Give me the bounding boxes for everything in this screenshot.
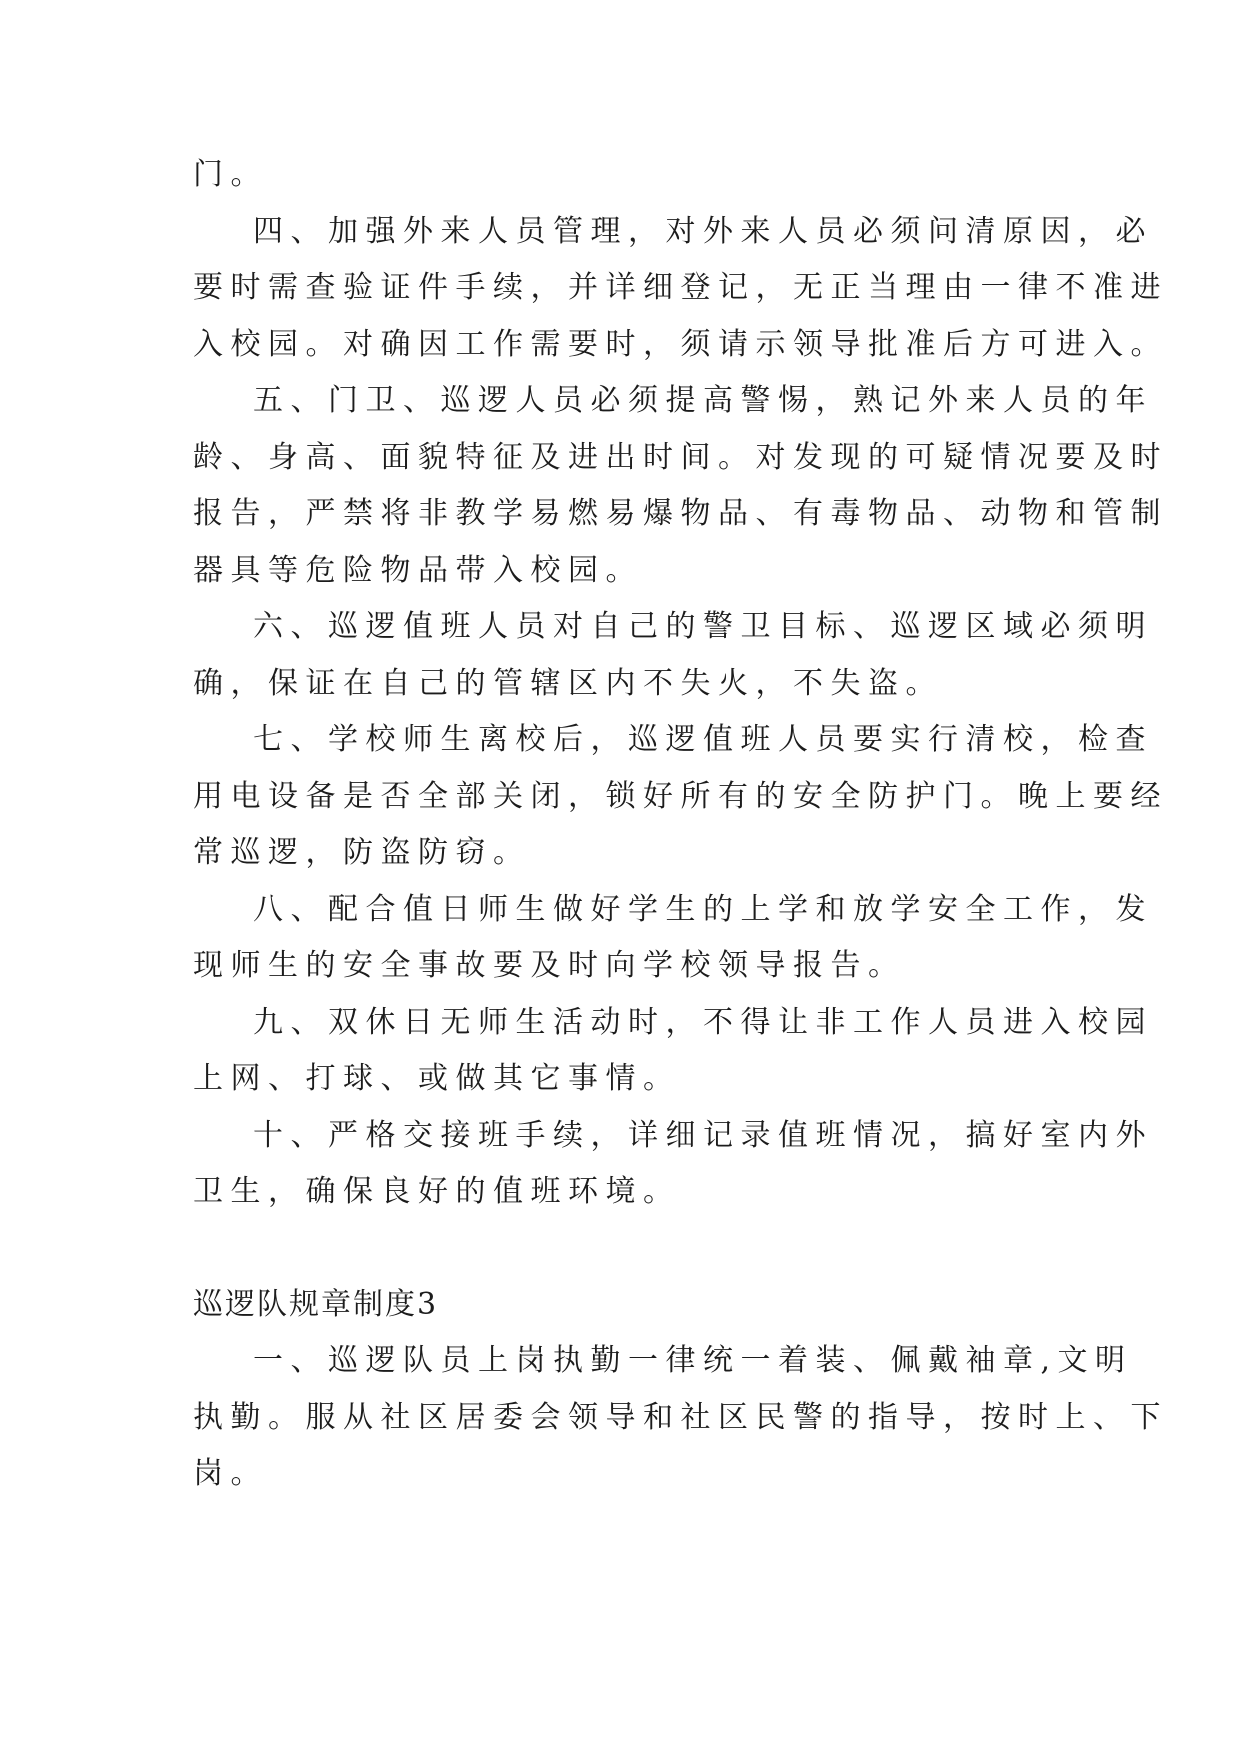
paragraph-line: 四、加强外来人员管理，对外来人员必须问清原因，必 — [253, 214, 1153, 249]
text-line: 确，保证在自己的管辖区内不失火，不失盗。 — [193, 666, 943, 701]
text-line: 岗。 — [193, 1456, 268, 1491]
paragraph-line: 九、双休日无师生活动时，不得让非工作人员进入校园 — [253, 1005, 1153, 1040]
text-line: 报告，严禁将非教学易燃易爆物品、有毒物品、动物和管制 — [193, 496, 1168, 531]
text-line: 入校园。对确因工作需要时，须请示领导批准后方可进入。 — [193, 327, 1168, 362]
paragraph-line: 一、巡逻队员上岗执勤一律统一着装、佩戴袖章,文明 — [253, 1343, 1133, 1378]
text-line: 执勤。服从社区居委会领导和社区民警的指导，按时上、下 — [193, 1400, 1168, 1435]
paragraph-line: 六、巡逻值班人员对自己的警卫目标、巡逻区域必须明 — [253, 609, 1153, 644]
text-line: 器具等危险物品带入校园。 — [193, 553, 643, 588]
paragraph-line: 七、学校师生离校后，巡逻值班人员要实行清校，检查 — [253, 722, 1153, 757]
text-line: 用电设备是否全部关闭，锁好所有的安全防护门。晚上要经 — [193, 779, 1168, 814]
text-line: 卫生，确保良好的值班环境。 — [193, 1174, 681, 1209]
text-line: 龄、身高、面貌特征及进出时间。对发现的可疑情况要及时 — [193, 440, 1168, 475]
text-line: 要时需查验证件手续，并详细登记，无正当理由一律不准进 — [193, 270, 1168, 305]
paragraph-line: 八、配合值日师生做好学生的上学和放学安全工作，发 — [253, 892, 1153, 927]
text-line: 门。 — [193, 157, 268, 192]
text-line: 上网、打球、或做其它事情。 — [193, 1061, 681, 1096]
text-line: 现师生的安全事故要及时向学校领导报告。 — [193, 948, 906, 983]
paragraph-line: 五、门卫、巡逻人员必须提高警惕，熟记外来人员的年 — [253, 383, 1153, 418]
text-line: 常巡逻，防盗防窃。 — [193, 835, 531, 870]
paragraph-line: 十、严格交接班手续，详细记录值班情况，搞好室内外 — [253, 1118, 1153, 1153]
section-heading: 巡逻队规章制度3 — [193, 1287, 439, 1322]
